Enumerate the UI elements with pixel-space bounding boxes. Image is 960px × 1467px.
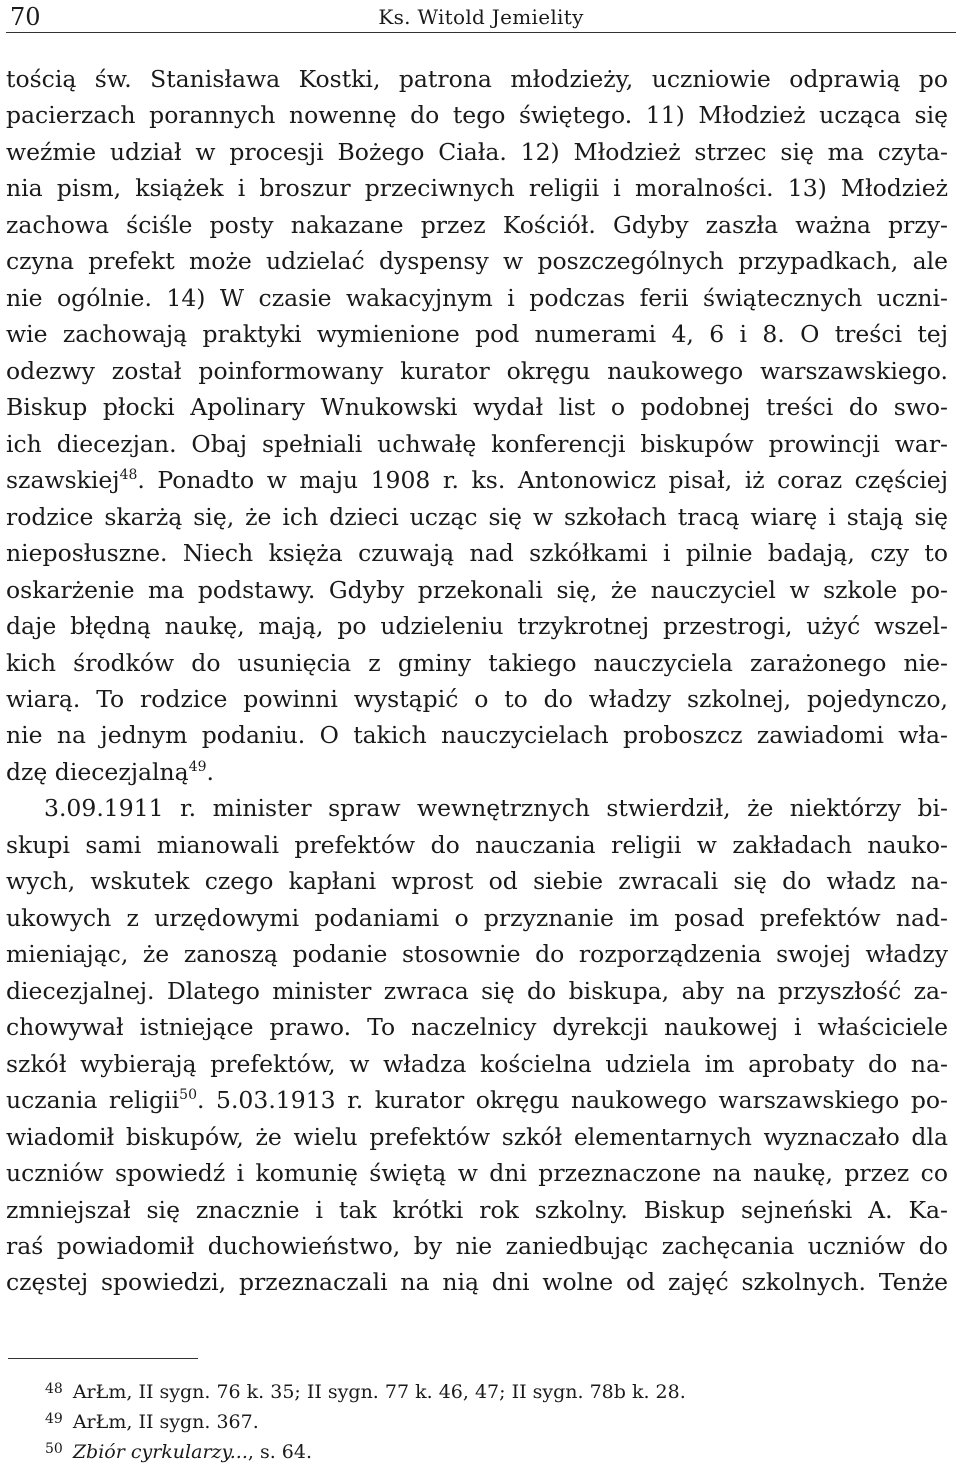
text-line: uczniów spowiedź i komunię świętą w dni przeznaczone na naukę, przez co xyxy=(6,1159,948,1188)
text-line: wiarą. To rodzice powinni wystąpić o to do władzy szkolnej, pojedynczo, xyxy=(6,684,948,713)
text-line: 3.09.1911 r. minister spraw wewnętrznych stwierdził, że niektórzy bi- xyxy=(44,794,948,823)
running-head: Ks. Witold Jemielity xyxy=(378,5,584,29)
text-line: mieniając, że zanoszą podanie stosownie do rozporządzenia swojej władzy xyxy=(6,940,948,969)
footnote-divider xyxy=(8,1358,198,1359)
footnote-ref-50: 50 xyxy=(179,1087,197,1104)
text-line: odezwy został poinformowany kurator okręgu naukowego warszawskiego. xyxy=(6,356,948,385)
text-segment: . xyxy=(206,757,214,786)
text-line: wie zachowają praktyki wymienione pod numerami 4, 6 i 8. O treści tej xyxy=(6,320,948,349)
footnote-text: ArŁm, II sygn. 367. xyxy=(72,1411,259,1433)
text-line: wych, wskutek czego kapłani wprost od siebie zwracali się do władz na- xyxy=(6,867,948,896)
text-line: pacierzach porannych nowennę do tego świętego. 11) Młodzież ucząca się xyxy=(6,101,948,130)
text-line: daje błędną naukę, mają, po udzieleniu trzykrotnej przestrogi, użyć wszel- xyxy=(6,612,948,641)
text-line: oskarżenie ma podstawy. Gdyby przekonali się, że nauczyciel w szkole po- xyxy=(6,575,948,604)
footnotes xyxy=(45,1374,925,1464)
text-segment: dzę diecezjalną xyxy=(6,757,189,786)
text-line xyxy=(6,462,948,498)
footnote-48 xyxy=(45,1374,925,1404)
text-line: chowywał istniejące prawo. To naczelnicy dyrekcji naukowej i właściciele xyxy=(6,1013,948,1042)
page-number: 70 xyxy=(10,3,41,31)
text-line: ich diecezjan. Obaj spełniali uchwałę konferencji biskupów prowincji war- xyxy=(6,429,948,458)
page-header xyxy=(6,2,956,33)
text-line: Biskup płocki Apolinary Wnukowski wydał list o podobnej treści do swo- xyxy=(6,393,948,422)
text-line: diecezjalnej. Dlatego minister zwraca się do biskupa, aby na przyszłość za- xyxy=(6,976,948,1005)
footnote-49 xyxy=(45,1404,925,1434)
text-line: zachowa ściśle posty nakazane przez Kościół. Gdyby zaszła ważna przy- xyxy=(6,210,948,239)
text-line: rodzice skarżą się, że ich dzieci ucząc się w szkołach tracą wiarę i stają się xyxy=(6,502,948,531)
text-line: raś powiadomił duchowieństwo, by nie zaniedbując zachęcania uczniów do xyxy=(6,1232,948,1260)
text-segment: . 5.03.1913 r. kurator okręgu naukowego warszawskiego po- xyxy=(196,1086,948,1115)
text-line xyxy=(6,1082,948,1118)
text-line xyxy=(6,754,948,790)
text-line: nieposłuszne. Niech księża czuwają nad szkółkami i pilnie badają, czy to xyxy=(6,539,948,568)
footnote-number: 50 xyxy=(45,1441,63,1457)
text-line: nie ogólnie. 14) W czasie wakacyjnym i podczas ferii świątecznych uczni- xyxy=(6,283,948,312)
text-line: ukowych z urzędowymi podaniami o przyznanie im posad prefektów nad- xyxy=(6,903,948,932)
text-segment: . Ponadto w maju 1908 r. ks. Antonowicz pisał, iż coraz częściej xyxy=(137,466,948,495)
text-line: tością św. Stanisława Kostki, patrona młodzieży, uczniowie odprawią po xyxy=(6,65,948,93)
footnote-50 xyxy=(45,1434,925,1464)
text-line: wiadomił biskupów, że wielu prefektów szkół elementarnych wyznaczało dla xyxy=(6,1122,948,1151)
footnote-text: , s. 64. xyxy=(247,1441,312,1463)
footnote-ref-48: 48 xyxy=(119,467,138,484)
body-text xyxy=(6,61,948,1301)
text-line: szkół wybierają prefektów, w władza kościelna udziela im aprobaty do na- xyxy=(6,1049,948,1078)
footnote-text: ArŁm, II sygn. 76 k. 35; II sygn. 77 k. 46, 47; II sygn. 78b k. 28. xyxy=(72,1381,686,1403)
text-segment: szawskiej xyxy=(6,466,120,495)
text-line: czyna prefekt może udzielać dyspensy w poszczególnych przypadkach, ale xyxy=(6,247,948,276)
footnote-number: 49 xyxy=(45,1411,63,1427)
text-line: skupi sami mianowali prefektów do nauczania religii w zakładach nauko- xyxy=(6,830,948,859)
text-line: kich środków do usunięcia z gminy takiego nauczyciela zarażonego nie- xyxy=(6,648,948,677)
text-line: nie na jednym podaniu. O takich nauczycielach proboszcz zawiadomi wła- xyxy=(6,721,948,750)
text-segment: uczania religii xyxy=(6,1086,180,1115)
footnote-title: Zbiór cyrkularzy... xyxy=(72,1441,248,1463)
text-line: weźmie udział w procesji Bożego Ciała. 12) Młodzież strzec się ma czyta- xyxy=(6,137,948,166)
footnote-ref-49: 49 xyxy=(188,758,207,775)
text-line: nia pism, książek i broszur przeciwnych religii i moralności. 13) Młodzież xyxy=(6,174,948,203)
footnote-number: 48 xyxy=(45,1381,63,1397)
text-line: zmniejszał się znacznie i tak krótki rok szkolny. Biskup sejneński A. Ka- xyxy=(6,1195,948,1224)
text-line: częstej spowiedzi, przeznaczali na nią dni wolne od zajęć szkolnych. Tenże xyxy=(6,1268,948,1297)
